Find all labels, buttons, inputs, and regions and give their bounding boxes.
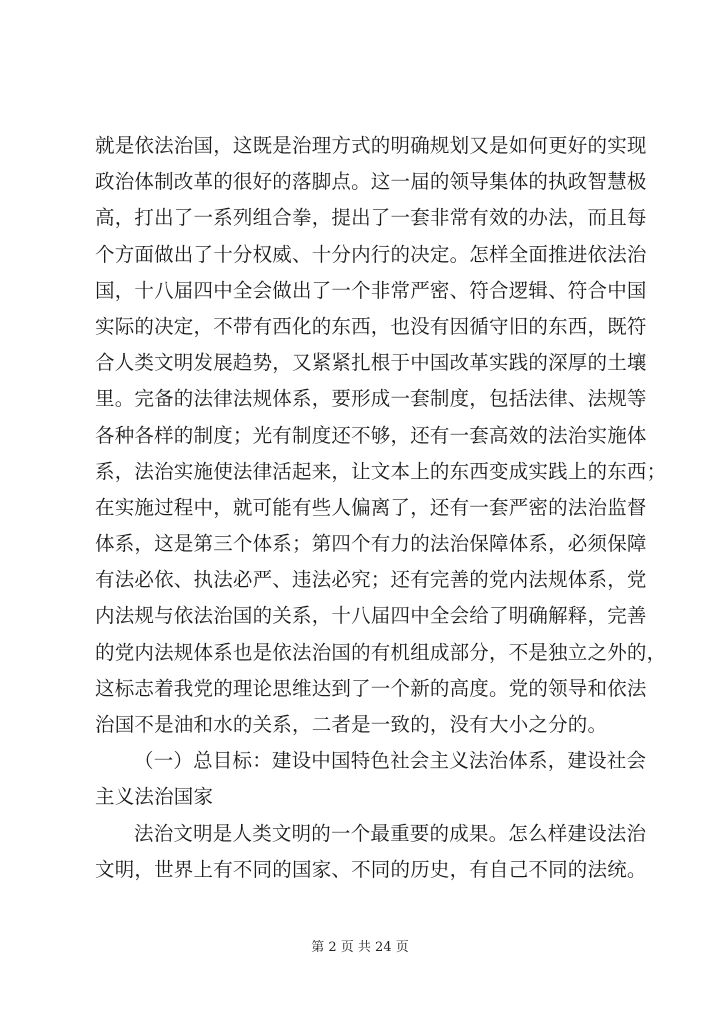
text-line: 实际的决定，不带有西化的东西，也没有因循守旧的东西，既符 (95, 314, 647, 338)
text-line: 系，法治实施使法律活起来，让文本上的东西变成实践上的东西； (95, 459, 667, 483)
page-number-footer: 第 2 页 共 24 页 (311, 940, 409, 955)
section-heading-line: 主义法治国家 (95, 785, 214, 809)
section-heading-line: （一）总目标：建设中国特色社会主义法治体系，建设社会 (134, 749, 647, 773)
text-line: 这标志着我党的理论思维达到了一个新的高度。党的领导和依法 (95, 676, 647, 700)
text-line: 各种各样的制度；光有制度还不够，还有一套高效的法治实施体 (95, 423, 647, 447)
text-line: 有法必依、执法必严、违法必究；还有完善的党内法规体系，党 (95, 568, 647, 592)
text-line: 合人类文明发展趋势，又紧紧扎根于中国改革实践的深厚的土壤 (95, 351, 647, 375)
text-line: 内法规与依法治国的关系，十八届四中全会给了明确解释，完善 (95, 604, 647, 628)
text-line: 国，十八届四中全会做出了一个非常严密、符合逻辑、符合中国 (95, 278, 647, 302)
text-line: 就是依法治国，这既是治理方式的明确规划又是如何更好的实现 (95, 134, 647, 157)
text-line: 高，打出了一系列组合拳，提出了一套非常有效的办法，而且每 (95, 206, 647, 230)
text-line: 的党内法规体系也是依法治国的有机组成部分，不是独立之外的， (95, 640, 667, 664)
text-line: 政治体制改革的很好的落脚点。这一届的领导集体的执政智慧极 (95, 170, 647, 194)
text-line: 体系，这是第三个体系；第四个有力的法治保障体系，必须保障 (95, 532, 647, 556)
document-body (95, 128, 667, 888)
text-line: 法治文明是人类文明的一个最重要的成果。怎么样建设法治 (134, 821, 647, 845)
text-line: 在实施过程中，就可能有些人偏离了，还有一套严密的法治监督 (95, 495, 647, 519)
text-line: 文明，世界上有不同的国家、不同的历史，有自己不同的法统。 (95, 857, 647, 881)
text-line: 个方面做出了十分权威、十分内行的决定。怎样全面推进依法治 (95, 242, 647, 266)
text-line: 里。完备的法律法规体系，要形成一套制度，包括法律、法规等 (95, 387, 647, 411)
text-line: 治国不是油和水的关系，二者是一致的，没有大小之分的。 (95, 713, 608, 736)
